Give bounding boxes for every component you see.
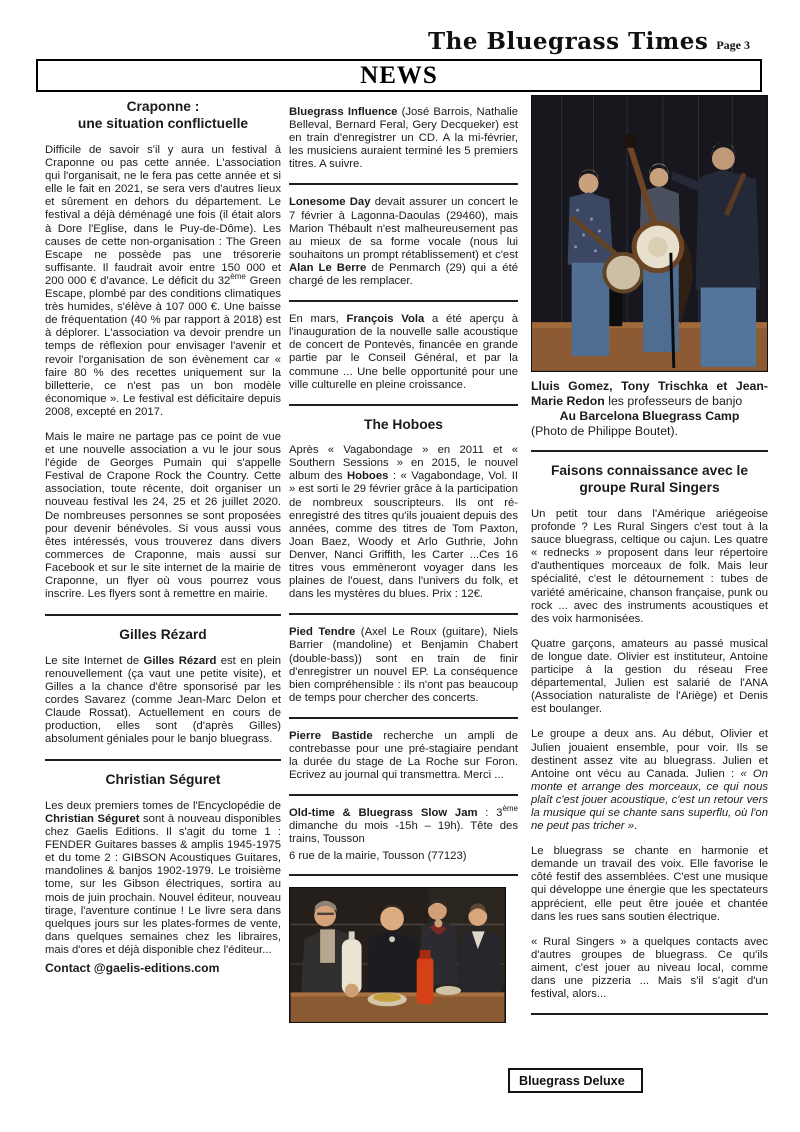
pierre-bastide-paragraph: Pierre Bastide recherche un ampli de contrebasse pour une pré-stagiaire pendant la durée du stage de La Roche sur Foron. Ecrivez au journal qui transmettra. Merci ... (289, 729, 519, 782)
slow-jam-address: 6 rue de la mairie, Tousson (77123) (289, 849, 467, 862)
hoboes-paragraph: Après « Vagabondage » en 2011 et « Southern Sessions » en 2015, le nouvel album des Hoboes : « Vagabondage, Vol. II » est sorti le 29 février grâce à la participation de nombreux souscripteurs. Ils ont ré-enregistré des titres qu'ils jouaient depuis des années, comme des titres de Tom Paxton, Joan Baez, Woody et Arlo Guthrie, John Denver, Nanci Griffith, les Carter ...Ces 16 titres vous emmèneront voyager dans les plaines de l'ouest, dans l'univers du folk, et dans les mystères du blues. Prix : 12€. (289, 444, 518, 601)
craponne-paragraph-2: Mais le maire ne partage pas ce point de vue et une nouvelle association a vu le jour sous l'égide de Georges Pumain qui s'appelle Festival de Crapone Rock the Country. Cette association, toute récente, doit organiser un nouveau festival les 24, 25 et 26 juillet 2020. De nombreuses personnes se sont proposées pour devenir bénévoles. Si vous aussi vous êtes intéressés, vous trouverez dans divers commerces de Craponne, mais aussi sur Facebook et sur le site internet de la mairie de Craponne, un flyer où vous pourrez vous inscrire. Les flyers sont à remettre en mairie. (45, 430, 281, 601)
hoboes-heading: The Hoboes (364, 416, 443, 432)
rural-singers-paragraph-5: « Rural Singers » a quelques contacts avec d'autres groupes de bluegrass. Ce qu'ils aiment, c'est jouer au niveau local, comme dans une pizzeria ... Mais s'il s'agit d'un festival, alors... (531, 935, 768, 1001)
item-divider (289, 404, 518, 406)
section-divider (45, 614, 281, 616)
rural-singers-paragraph-1: Un petit tour dans l'Amérique ariégeoise profonde ? Les Rural Singers c'est tout à la sauce bluegrass, celtique ou cajun. Les quatre « rednecks » proposent dans leur répertoire d'authentiques morceaux de folk. Mais leur spécialité, c'est le détournement : tubes de variété américaine, chanson française, punk ou rock ... avec des instruments acoustiques et des voix harmonisées. (531, 508, 768, 625)
ketchup-bottle (417, 950, 434, 1004)
stage-photo-illustration (532, 96, 767, 371)
item-divider (289, 183, 518, 185)
stage-photo-caption: Lluis Gomez, Tony Trischka et Jean-Marie Redon les professeurs de banjo (531, 379, 768, 408)
christian-seguret-paragraph: Les deux premiers tomes de l'Encyclopédie de Christian Séguret sont à nouveau disponibles chez Gaelis Editions. Il s'agit du tome 1 : FENDER Guitares basses & amplis 1945-1975 et du tome 2 : GIBSON Acoustiques Guitares, mandolines & banjos 1902-1979. Le troisième tome, sur les Gibson électriques, sortira au mois de juin prochain. Nouvel éditeur, nouveau tirage, l'aventure continue ! Le livre sera dans quelques jours sur les plates-formes de vente, dans quelques semaines chez les libraires, mais d'ores et déjà disponible chez l'éditeur... (45, 799, 281, 956)
craponne-paragraph-1: Difficile de savoir s'il y aura un festival à Craponne ou pas cette année. L'association qui l'organisait, ne le fera pas cette année et si elle le fait en 2021, se sera vers d'autres lieux et sûrement en dehors du département. Le festival a déjà déménagé une fois (il était alors à Dore l'Eglise, dans le Puy-de-Dôme). Les causes de cette non-organisation : The Green Escape ne possède pas une trésorerie suffisante. Il faudrait avoir entre 150 000 et 200 000 € d'avance. Le déficit du 32ème Green Escape, plombé par des conditions climatiques très humides, s'élève à 107 000 €. Une baisse de fréquentation (40 % par rapport à 2018) est à déplorer. L'association va devoir prendre un temps de réflexion pour envisager l'avenir et revoir l'organisation de son évènement car « faire 80 % des recettes uniquement sur la billetterie, ce n'est pas un bon modèle économique ». Le festival est déficitaire depuis 2008, excepté en 2017. (45, 144, 281, 418)
pub-photo (289, 887, 506, 1023)
craponne-heading: Craponne : une situation conflictuelle (77, 99, 249, 131)
pub-photo-illustration (290, 888, 505, 1022)
francois-vola-paragraph: En mars, François Vola a été aperçu à l'inauguration de la nouvelle salle acoustique de concert de Pontevès, financée en grande partie par le Conseil Général, et par la commune ... Une belle opportunité pour une ville culturelle en pleine croissance. (289, 313, 518, 391)
item-divider (289, 717, 518, 719)
item-divider (289, 613, 518, 615)
news-banner-title: NEWS (360, 61, 438, 89)
pied-tendre-paragraph: Pied Tendre (Axel Le Roux (guitare), Niels Barrier (mandoline) et Benjamin Chabert (double-bass)) sont en train de finir d'enregistrer un nouvel EP. La conséquence bien compréhensible : ils n'ont pas beaucoup de temps pour chercher des concerts. (289, 626, 519, 704)
left-column (45, 99, 281, 975)
christian-seguret-heading: Christian Séguret (105, 772, 221, 788)
mayo-bottle (342, 931, 362, 997)
gilles-rezard-paragraph: Le site Internet de Gilles Rézard est en plein renouvellement (ça vaut une petite visite), et Gilles a la chance d'être sponsorisé par les cordes Savarez (comme Jean-Marc Delon et Claude Rossat). Actuellement en cours de production, elles sont (d'après Gilles) absolument géniales pour le banjo bluegrass. (45, 654, 282, 746)
slow-jam-paragraph: Old-time & Bluegrass Slow Jam : 3ème dimanche du mois -15h – 19h). Tête des trains, Tousson (289, 804, 518, 846)
newspaper-title: The Bluegrass Times (428, 28, 709, 55)
stage-photo-caption-camp: Au Barcelona Bluegrass Camp (559, 409, 740, 423)
glasses-icon (317, 912, 334, 914)
page-number: Page 3 (716, 38, 750, 52)
middle-column (289, 106, 518, 1023)
stage-photo-credit: (Photo de Philippe Boutet). (531, 424, 678, 438)
right-column (531, 95, 768, 1026)
news-banner (36, 59, 762, 92)
lonesome-day-paragraph: Lonesome Day devait assurer un concert le 7 février à Lagonna-Daoulas (29460), mais Marion Thébault n'est malheureusement pas au mieux de sa forme vocale (nous lui souhaitons un prompt rétablissement) et c'est Alan Le Berre de Penmarch (29) qui a été chargé de les remplacer. (289, 196, 518, 288)
item-divider (289, 300, 518, 302)
bluegrass-influence-paragraph: Bluegrass Influence (José Barrois, Nathalie Belleval, Bernard Feral, Gery Decqueker) est en train d'enregistrer un CD. A la mi-février, les musiciens auraient terminé les 5 premiers titres. A suivre. (289, 106, 518, 171)
stage-photo (531, 95, 768, 372)
section-divider (531, 450, 768, 452)
rural-singers-paragraph-2: Quatre garçons, amateurs au passé musical de longue date. Olivier est instituteur, Antoine participe à la gestion du réseau Free départemental, Julien est salarié de l'ANA (Association naturaliste de l'Ariège) et Denis est boulanger. (531, 637, 768, 716)
section-divider (531, 1013, 768, 1015)
rural-singers-paragraph-3: Le groupe a deux ans. Au début, Olivier et Julien jouaient ensemble, pour voir. Ils se destinent assez vite au bluegrass. Julien et Antoine ont vécu au Canada. Julien : « On monte et arrange des morceaux, ce qui nous plaît c'est jouer acoustique, c'est un retour vers la musique qui se chante sans superflu, où l'on ne peut pas tricher ». (531, 728, 768, 833)
gilles-rezard-heading: Gilles Rézard (119, 627, 207, 643)
rural-singers-heading: Faisons connaissance avec le groupe Rural Singers (550, 463, 749, 495)
bluegrass-deluxe-label: Bluegrass Deluxe (508, 1068, 643, 1093)
item-divider (289, 874, 518, 876)
banjo-headstock (623, 134, 635, 148)
masthead (428, 30, 750, 54)
rural-singers-paragraph-4: Le bluegrass se chante en harmonie et demande un travail des voix. Elle favorise le côté festif des assemblées. C'est une musique qui développe une énergie que les spectateurs apprécient, elle peut être jouée et chantée dans les rues sans soutien électrique. (531, 845, 768, 923)
item-divider (289, 794, 518, 796)
contact-line: Contact @gaelis-editions.com (45, 960, 220, 975)
section-divider (45, 759, 281, 761)
